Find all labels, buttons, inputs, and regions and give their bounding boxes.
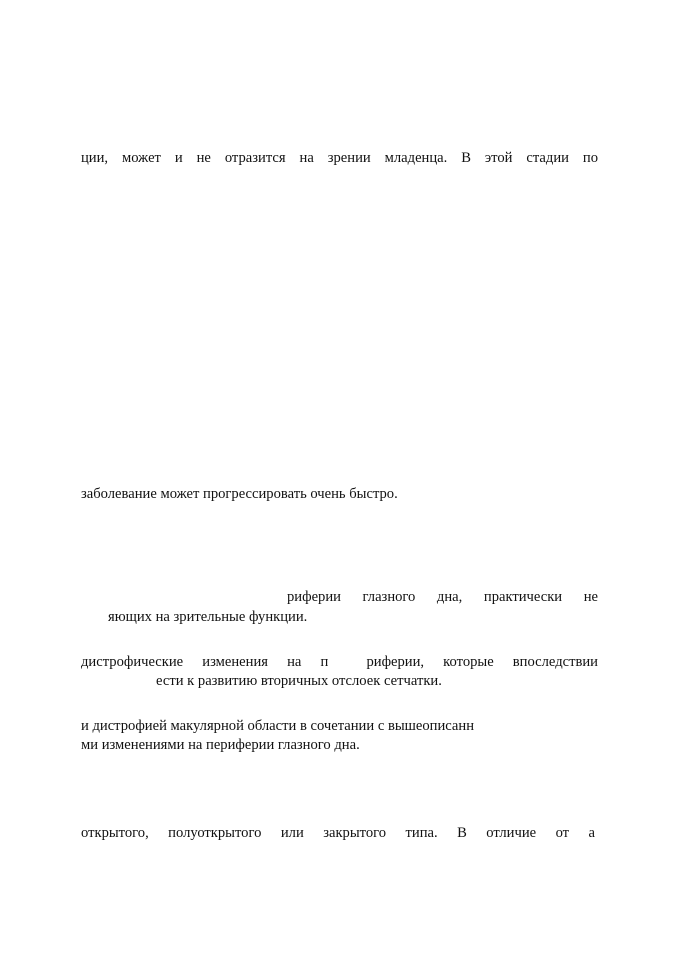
text-line-6: ести к развитию вторичных отслоек сетчатки. <box>156 673 442 689</box>
text-line-1: ции, может и не отразится на зрении младенца. В этой стадии по <box>81 150 598 166</box>
text-line-5: дистрофические изменения на п риферии, которые впоследствии <box>81 654 598 670</box>
text-line-7: и дистрофией макулярной области в сочетании с вышеописанн <box>81 718 475 734</box>
text-line-8: ми изменениями на периферии глазного дна. <box>81 737 360 753</box>
text-line-2: заболевание может прогрессировать очень быстро. <box>81 486 398 502</box>
text-line-3: риферии глазного дна, практически не <box>287 589 598 605</box>
text-line-4: яющих на зрительные функции. <box>108 609 308 625</box>
text-line-9: открытого, полуоткрытого или закрытого типа. В отличие от а <box>81 825 595 841</box>
